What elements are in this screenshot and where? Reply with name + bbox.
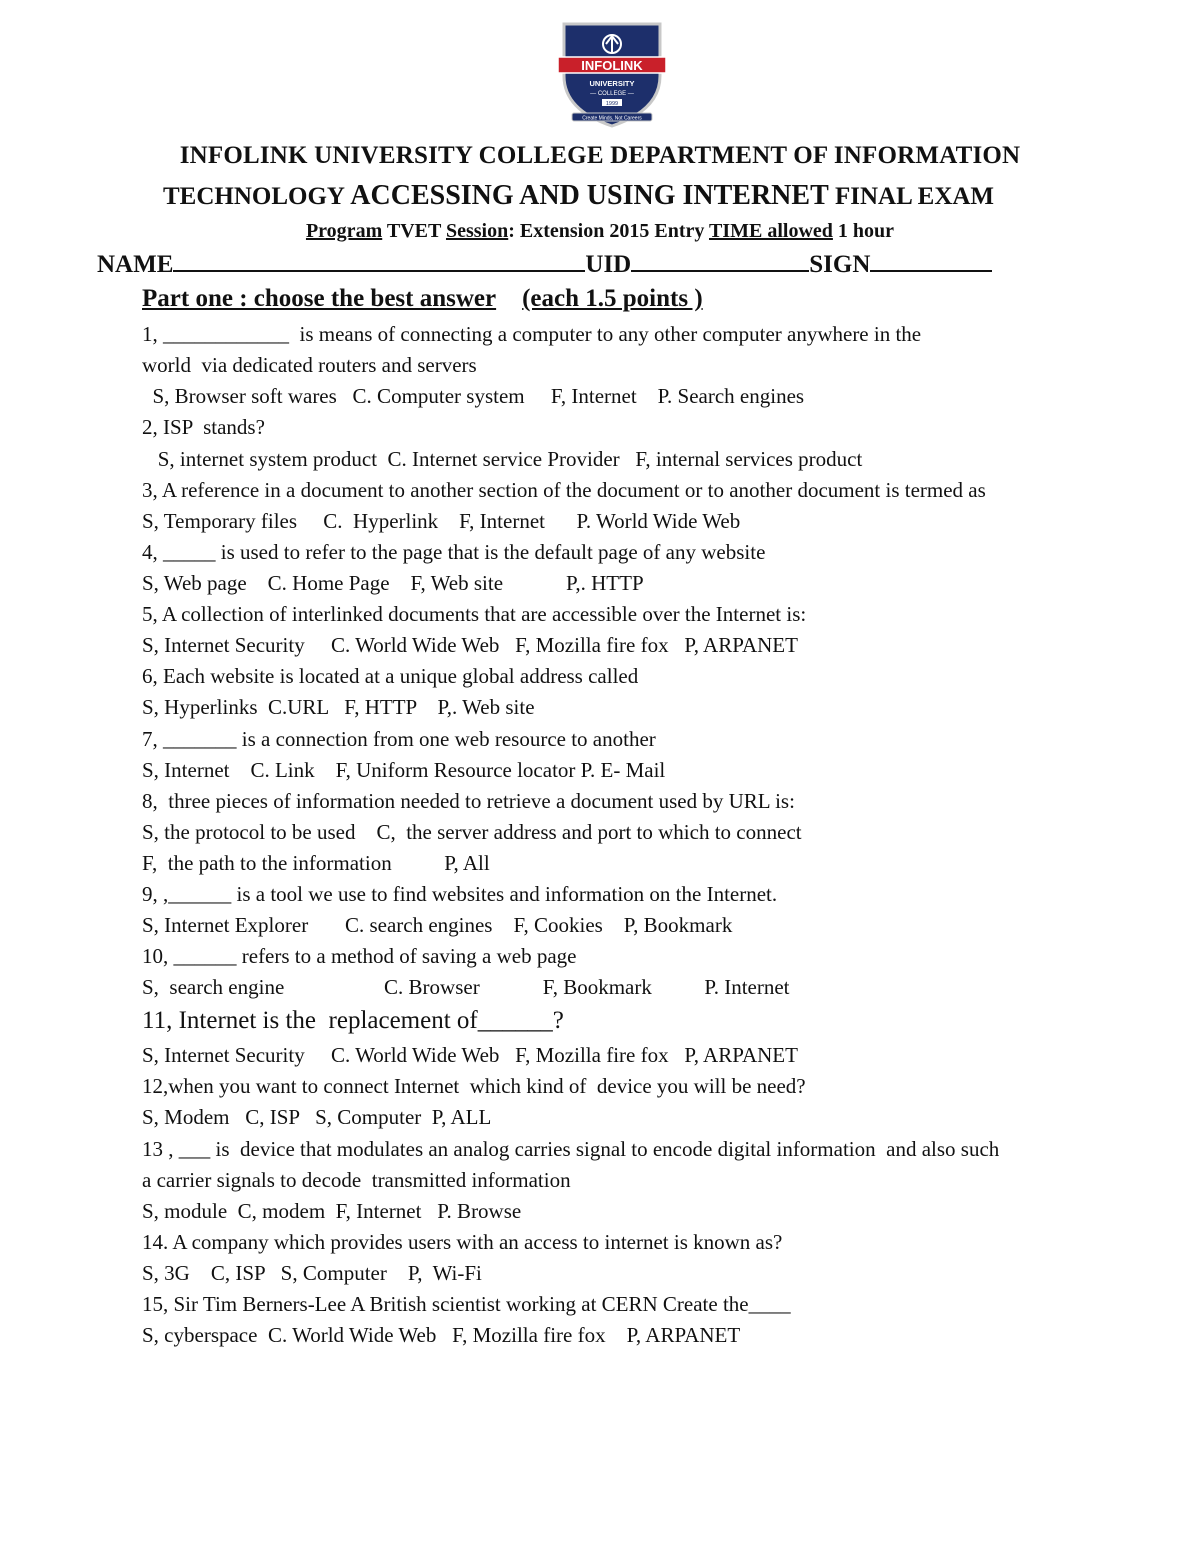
choices-line: S, Internet Explorer C. search engines F, Cookies P, Bookmark (142, 913, 733, 937)
svg-text:1999: 1999 (605, 101, 619, 107)
part-one-points: (each 1.5 points ) (522, 285, 703, 312)
question-line: 8, three pieces of information needed to retrieve a document used by URL is: (142, 789, 795, 813)
uid-label: UID (585, 251, 632, 278)
choices-line: F, the path to the information P, All (142, 851, 490, 875)
svg-text:UNIVERSITY: UNIVERSITY (589, 79, 635, 88)
time-label: TIME allowed (709, 220, 833, 242)
choices-line: S, Internet Security C. World Wide Web F, Mozilla fire fox P, ARPANET (142, 1043, 798, 1067)
program-value: TVET (382, 220, 446, 242)
choices-line: S, Hyperlinks C.URL F, HTTP P,. Web site (142, 695, 535, 719)
choices-line: S, Browser soft wares C. Computer system F, Internet P. Search engines (142, 384, 805, 408)
choices-line: S, Web page C. Home Page F, Web site P,. HTTP (142, 571, 644, 595)
session-label: Session (445, 220, 509, 242)
question-line: 12,when you want to connect Internet which kind of device you will be need? (142, 1074, 806, 1098)
question-line: 11, Internet is the replacement of______? (142, 1007, 564, 1034)
choices-line: S, Temporary files C. Hyperlink F, Internet P. World Wide Web (142, 509, 741, 533)
svg-text:Create Minds, Not Careers: Create Minds, Not Careers (582, 115, 642, 122)
name-field[interactable] (173, 248, 585, 272)
question-line: 4, _____ is used to refer to the page that is the default page of any website (142, 540, 766, 564)
svg-text:— COLLEGE —: — COLLEGE — (590, 91, 634, 97)
choices-line: S, 3G C, ISP S, Computer P, Wi-Fi (142, 1261, 482, 1285)
question-line: 1, ____________ is means of connecting a computer to any other computer anywhere in the (142, 322, 922, 346)
question-line: 5, A collection of interlinked documents that are accessible over the Internet is: (142, 602, 807, 626)
title-final-exam: FINAL EXAM (828, 183, 995, 210)
question-line: a carrier signals to decode transmitted information (142, 1168, 571, 1192)
exam-meta-line (0, 220, 1200, 243)
choices-line: S, Internet Security C. World Wide Web F, Mozilla fire fox P, ARPANET (142, 633, 798, 657)
question-line: 9, ,______ is a tool we use to find websites and information on the Internet. (142, 882, 778, 906)
logo-shield-icon (556, 18, 668, 128)
part-one-heading (142, 285, 703, 313)
university-logo (556, 18, 668, 128)
question-line: 13 , ___ is device that modulates an analog carries signal to encode digital information and also such (142, 1137, 1000, 1161)
sign-field[interactable] (870, 248, 992, 272)
question-line: 3, A reference in a document to another section of the document or to another document is termed as (142, 478, 986, 502)
question-line: 6, Each website is located at a unique global address called (142, 664, 639, 688)
uid-field[interactable] (631, 248, 809, 272)
choices-line: S, search engine C. Browser F, Bookmark P. Internet (142, 975, 790, 999)
title-technology: TECHNOLOGY (163, 183, 351, 210)
exam-title-line-1: INFOLINK UNIVERSITY COLLEGE DEPARTMENT OF INFORMATION (179, 142, 1021, 169)
part-one-title: Part one : choose the best answer (142, 285, 497, 312)
choices-line: S, module C, modem F, Internet P. Browse (142, 1199, 522, 1223)
choices-line: S, internet system product C. Internet service Provider F, internal services product (142, 447, 863, 471)
question-line: 2, ISP stands? (142, 415, 265, 439)
time-value: 1 hour (832, 220, 895, 242)
sign-label: SIGN (809, 251, 871, 278)
choices-line: S, Modem C, ISP S, Computer P, ALL (142, 1105, 492, 1129)
question-line: 14. A company which provides users with an access to internet is known as? (142, 1230, 783, 1254)
question-line: 10, ______ refers to a method of saving a web page (142, 944, 577, 968)
exam-title-line-2 (163, 180, 994, 212)
name-label: NAME (97, 251, 174, 278)
question-line: world via dedicated routers and servers (142, 353, 477, 377)
title-course-name: ACCESSING AND USING INTERNET (350, 180, 829, 211)
svg-text:INFOLINK: INFOLINK (581, 58, 643, 73)
question-line: 7, _______ is a connection from one web resource to another (142, 727, 656, 751)
student-info-line (97, 248, 992, 279)
session-value: : Extension 2015 Entry (508, 220, 709, 242)
choices-line: S, the protocol to be used C, the server address and port to which to connect (142, 820, 802, 844)
program-label: Program (305, 220, 383, 242)
choices-line: S, cyberspace C. World Wide Web F, Mozilla fire fox P, ARPANET (142, 1323, 741, 1347)
question-line: 15, Sir Tim Berners-Lee A British scientist working at CERN Create the____ (142, 1292, 791, 1316)
choices-line: S, Internet C. Link F, Uniform Resource locator P. E- Mail (142, 758, 666, 782)
